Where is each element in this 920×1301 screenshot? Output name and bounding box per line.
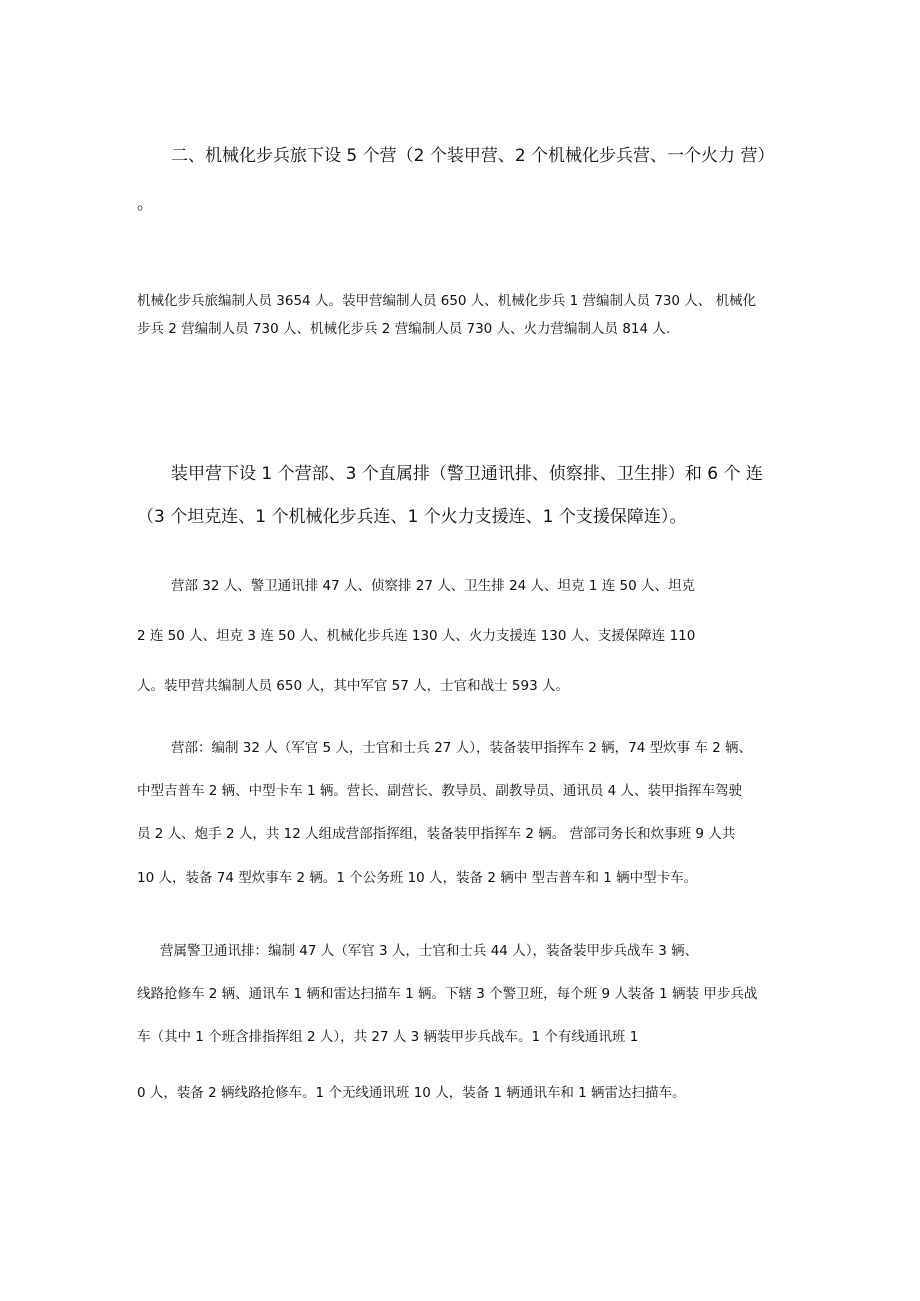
section-heading-line-2: 。: [137, 194, 154, 214]
section-heading-line-1: 二、机械化步兵旅下设 5 个营（2 个装甲营、2 个机械化步兵营、一个火力 营）: [171, 146, 775, 166]
battalion-hq-line-2: 中型吉普车 2 辆、中型卡车 1 辆。营长、副营长、教导员、副教导员、通讯员 4 人、装甲指挥车驾驶: [137, 783, 743, 799]
battalion-hq-line-4: 10 人，装备 74 型炊事车 2 辆。1 个公务班 10 人，装备 2 辆中 型吉普车和 1 辆中型卡车。: [137, 870, 698, 886]
guard-comm-platoon-line-3: 车（其中 1 个班含排指挥组 2 人），共 27 人 3 辆装甲步兵战车。1 个有线通讯班 1: [137, 1029, 639, 1045]
guard-comm-platoon-line-4: 0 人，装备 2 辆线路抢修车。1 个无线通讯班 10 人，装备 1 辆通讯车和 1 辆雷达扫描车。: [137, 1085, 686, 1101]
battalion-hq-line-1: 营部：编制 32 人（军官 5 人，士官和士兵 27 人），装备装甲指挥车 2 辆，74 型炊事 车 2 辆、: [171, 740, 753, 756]
armor-staff-line-2: 2 连 50 人、坦克 3 连 50 人、机械化步兵连 130 人、火力支援连 130 人、支援保障连 110: [137, 628, 696, 644]
armor-battalion-heading-line-2: （3 个坦克连、1 个机械化步兵连、1 个火力支援连、1 个支援保障连）。: [137, 507, 687, 527]
guard-comm-platoon-line-1: 营属警卫通讯排：编制 47 人（军官 3 人，士官和士兵 44 人），装备装甲步兵战车 3 辆、: [160, 943, 699, 959]
staffing-summary-line-2: 步兵 2 营编制人员 730 人、机械化步兵 2 营编制人员 730 人、火力营编制人员 814 人.: [137, 321, 671, 337]
staffing-summary-line-1: 机械化步兵旅编制人员 3654 人。装甲营编制人员 650 人、机械化步兵 1 营编制人员 730 人、 机械化: [137, 293, 757, 309]
battalion-hq-line-3: 员 2 人、炮手 2 人，共 12 人组成营部指挥组，装备装甲指挥车 2 辆。 营部司务长和炊事班 9 人共: [137, 826, 736, 842]
armor-staff-line-3: 人。装甲营共编制人员 650 人，其中军官 57 人，士官和战士 593 人。: [137, 678, 569, 694]
armor-battalion-heading-line-1: 装甲营下设 1 个营部、3 个直属排（警卫通讯排、侦察排、卫生排）和 6 个 连: [171, 464, 763, 484]
guard-comm-platoon-line-2: 线路抢修车 2 辆、通讯车 1 辆和雷达扫描车 1 辆。下辖 3 个警卫班，每个班 9 人装备 1 辆装 甲步兵战: [137, 986, 758, 1002]
armor-staff-line-1: 营部 32 人、警卫通讯排 47 人、侦察排 27 人、卫生排 24 人、坦克 1 连 50 人、坦克: [171, 578, 695, 594]
